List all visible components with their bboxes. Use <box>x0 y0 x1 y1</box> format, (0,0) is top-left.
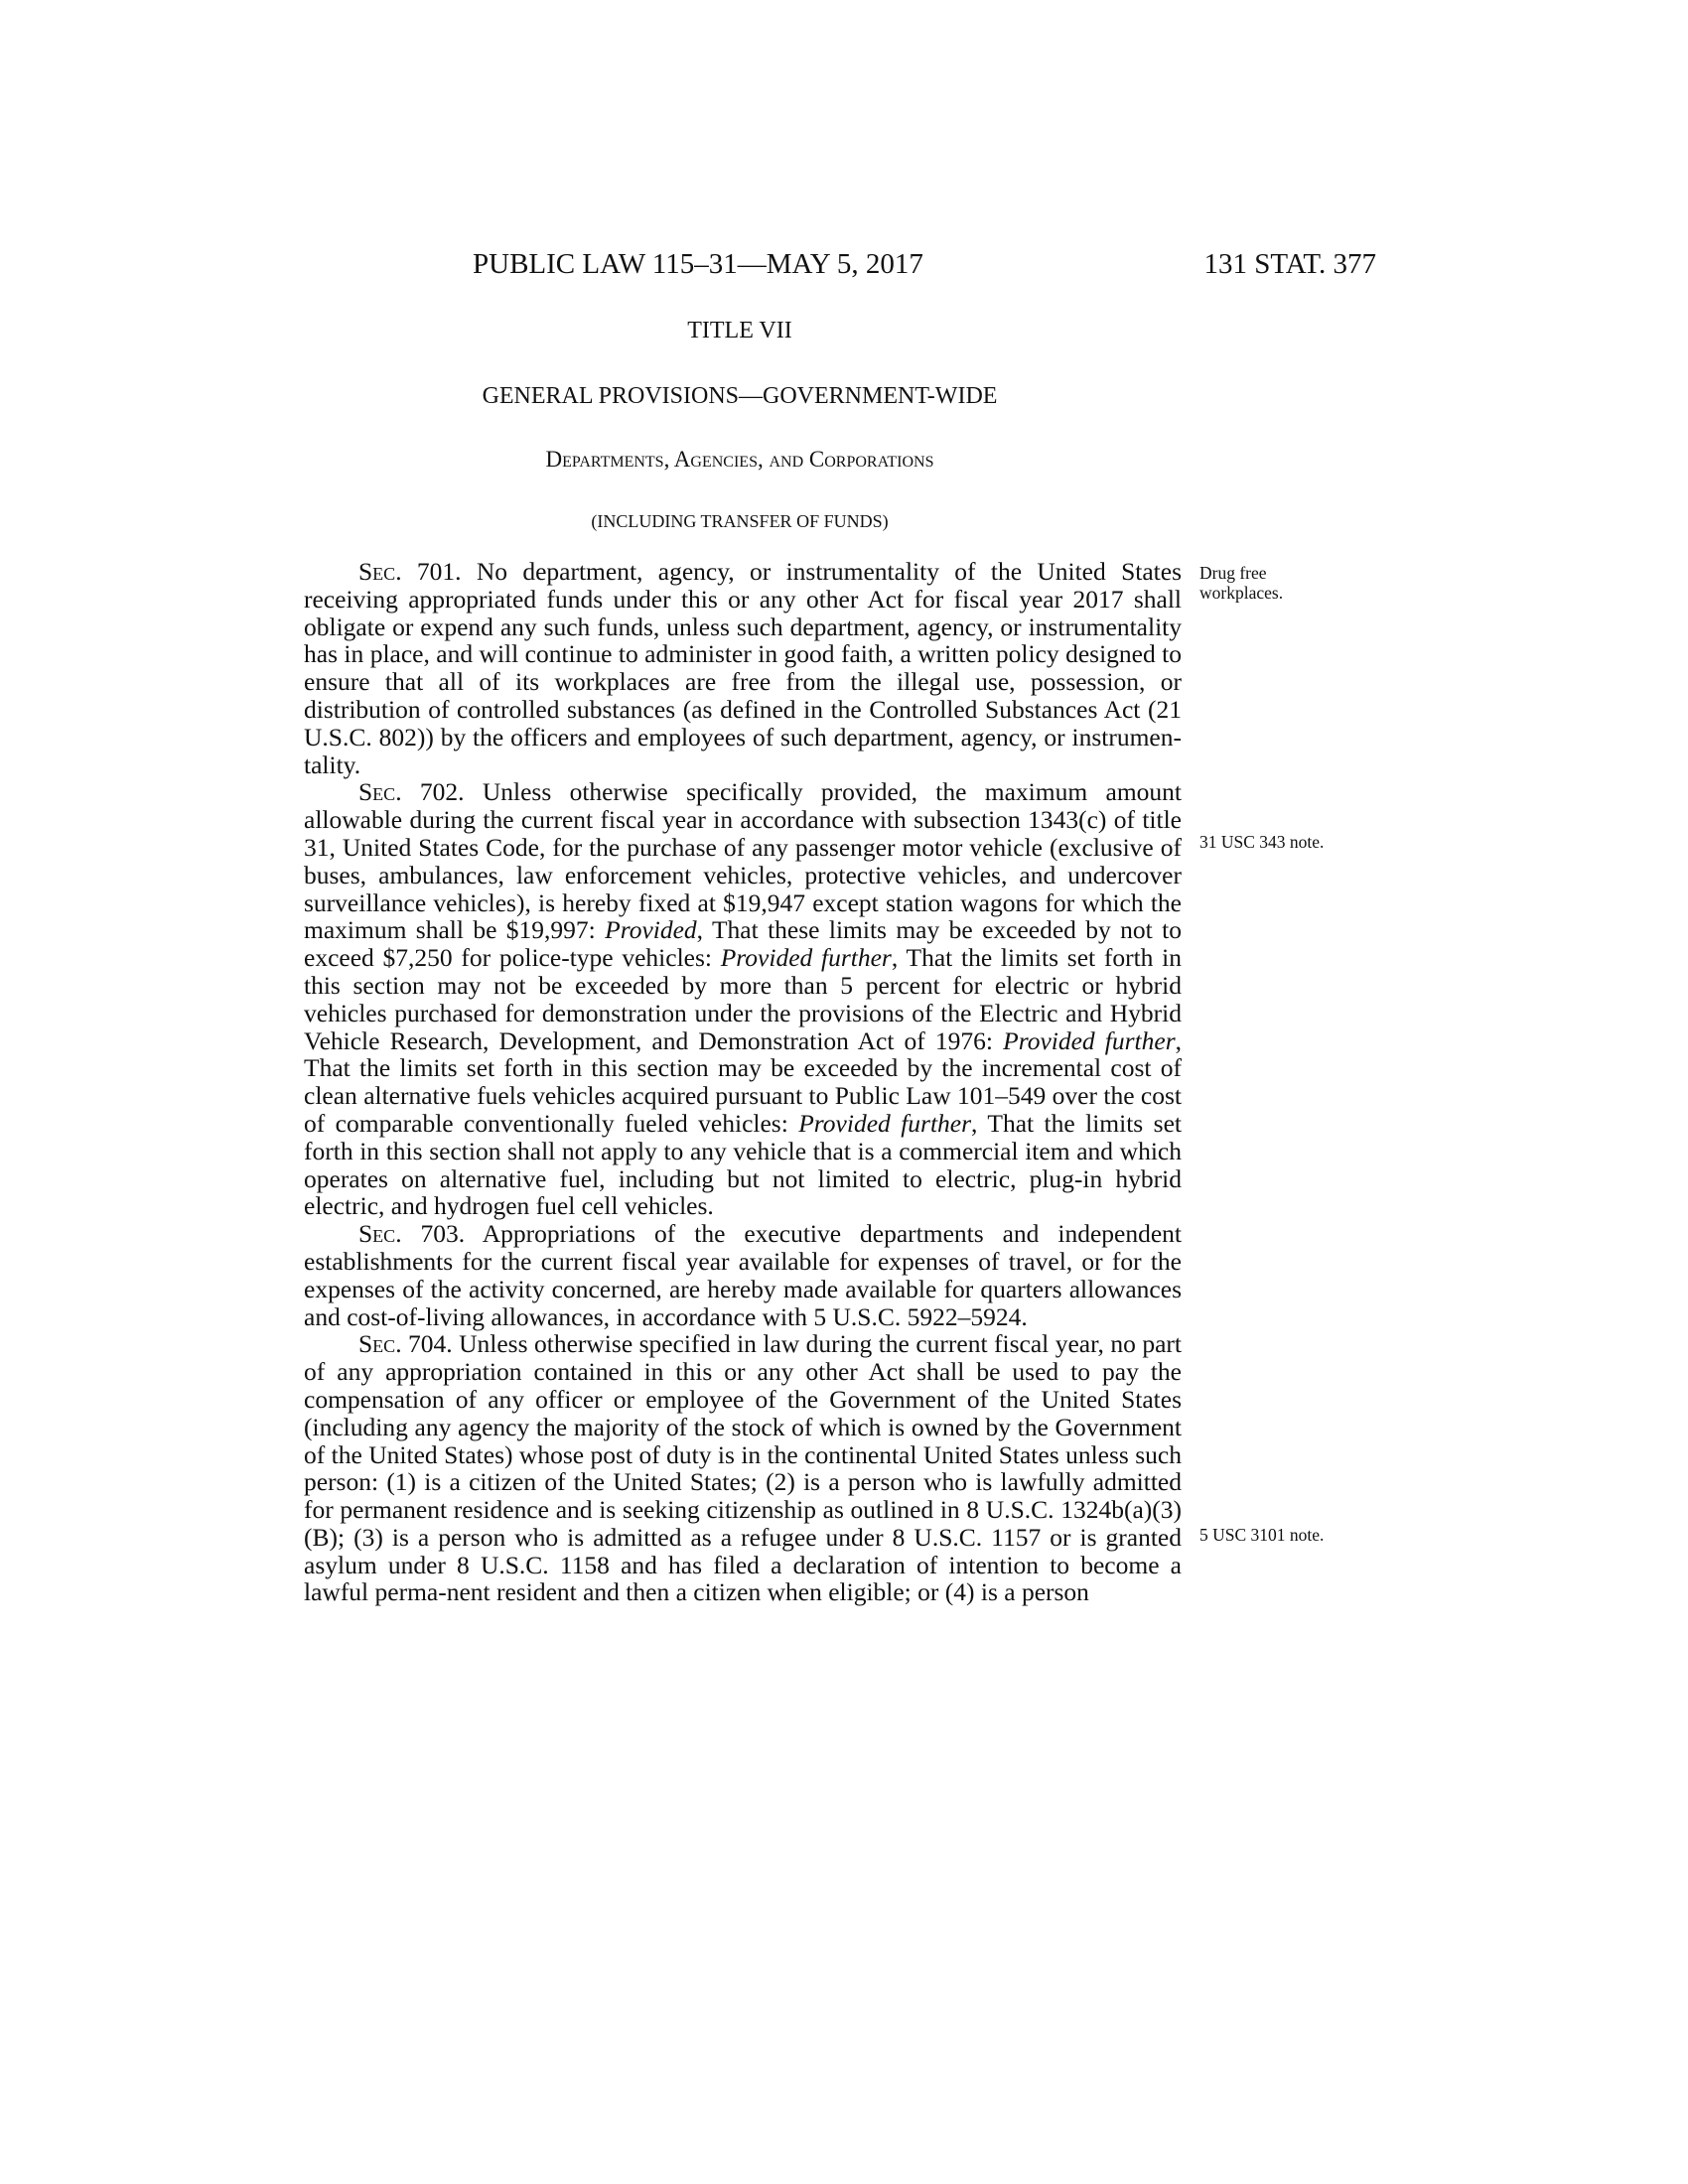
provisions-heading: GENERAL PROVISIONS—GOVERNMENT-WIDE <box>482 383 998 409</box>
proviso-italic: Provided further <box>798 1108 972 1138</box>
section-704 <box>304 1330 1182 1606</box>
section-label: Sec <box>358 1219 396 1249</box>
body-text <box>304 558 1182 1606</box>
section-703 <box>304 1220 1182 1330</box>
section-704-text: . 704. Unless otherwise specified in law during the current fiscal year, no part of any appropriation contained in this or any other Act shall be used to pay the compensation of any officer or employee of the Government of the United States (including any agency the majority of the stock of which is owned by the Government of the United States) whose post of duty is in the continental United States unless such person: (1) is a citizen of the United States; (2) is a person who is lawfully admitted for permanent residence and is seeking citizenship as outlined in 8 U.S.C. 1324b(a)(3)(B); (3) is a person who is admitted as a refugee under 8 U.S.C. 1157 or is granted asylum under 8 U.S.C. 1158 and has filed a declaration of intention to become a lawful perma-nent resident and then a citizen when eligible; or (4) is a person <box>304 1329 1182 1607</box>
statute-page-number: 131 STAT. 377 <box>1203 248 1376 280</box>
margin-note-line: Drug free <box>1199 563 1267 583</box>
section-701-text: . 701. No department, agency, or instrumentality of the United States receiving appropriated funds under this or any other Act for fiscal year 2017 shall obligate or expend any such funds, unless such department, agency, or instrumentality has in place, and will continue to administer in good faith, a written policy designed to ensure that all of its workplaces are free from the illegal use, possession, or distribution of controlled substances (as defined in the Controlled Substances Act (21 U.S.C. 802)) by the officers and employees of such department, agency, or instrumen-tality. <box>304 557 1182 779</box>
departments-heading: Departments, Agencies, and Corporations <box>545 447 934 472</box>
proviso-italic: Provided further <box>720 943 892 973</box>
public-law-citation: PUBLIC LAW 115–31—MAY 5, 2017 <box>473 248 923 280</box>
margin-note-line: workplaces. <box>1199 583 1284 603</box>
transfer-of-funds-heading: (INCLUDING TRANSFER OF FUNDS) <box>591 511 889 531</box>
margin-note-drug-free-workplaces <box>1199 563 1283 603</box>
margin-note-5-usc: 5 USC 3101 note. <box>1199 1525 1325 1545</box>
section-label: Sec <box>358 1329 396 1359</box>
section-703-text: . 703. Appropriations of the executive departments and independent establishments for the current fiscal year available for expenses of travel, or for the expenses of the activity concerned, are hereby made available for quarters allowances and cost-of-living allowances, in accordance with 5 U.S.C. 5922–5924. <box>304 1219 1182 1331</box>
section-702 <box>304 778 1182 1220</box>
margin-notes <box>1199 0 1388 2184</box>
proviso-italic: Provided further <box>1003 1025 1176 1055</box>
section-label: Sec <box>358 777 396 807</box>
section-label: Sec <box>358 557 396 586</box>
proviso-italic: Provided <box>605 915 697 945</box>
section-702-text-3: , That the limits set forth in this section may not be exceeded by more than 5 percent for electric or hybrid vehicles purchased for demonstration under the provisions of the Electric and Hybrid Vehicle Research, Development, and Demonstration Act of 1976: <box>304 943 1183 1055</box>
section-702-text-4: , That the limits set forth in this section may be exceeded by the incremental cost of clean alternative fuels vehicles acquired pursuant to Public Law 101–549 over the cost of comparable conventionally fueled vehicles: <box>304 1025 1182 1138</box>
section-701 <box>304 558 1182 778</box>
title-heading: TITLE VII <box>687 318 792 343</box>
section-702-text-1: . 702. Unless otherwise specifically provided, the maximum amount allowable during the current fiscal year in accordance with subsection 1343(c) of title 31, United States Code, for the purchase of any passenger motor vehicle (exclusive of buses, ambulances, law enforcement vehicles, protective vehicles, and undercover surveillance vehicles), is hereby fixed at $19,947 except station wagons for which the maximum shall be $19,997: <box>304 777 1182 945</box>
section-702-text-2: , That these limits may be exceeded by not to exceed $7,250 for police-type vehicles: <box>304 915 1182 973</box>
margin-note-31-usc: 31 USC 343 note. <box>1199 832 1325 852</box>
section-702-text-5: , That the limits set forth in this section shall not apply to any vehicle that is a commercial item and which operates on alternative fuel, including but not limited to electric, plug-in hybrid electric, and hydrogen fuel cell vehicles. <box>304 1108 1182 1221</box>
